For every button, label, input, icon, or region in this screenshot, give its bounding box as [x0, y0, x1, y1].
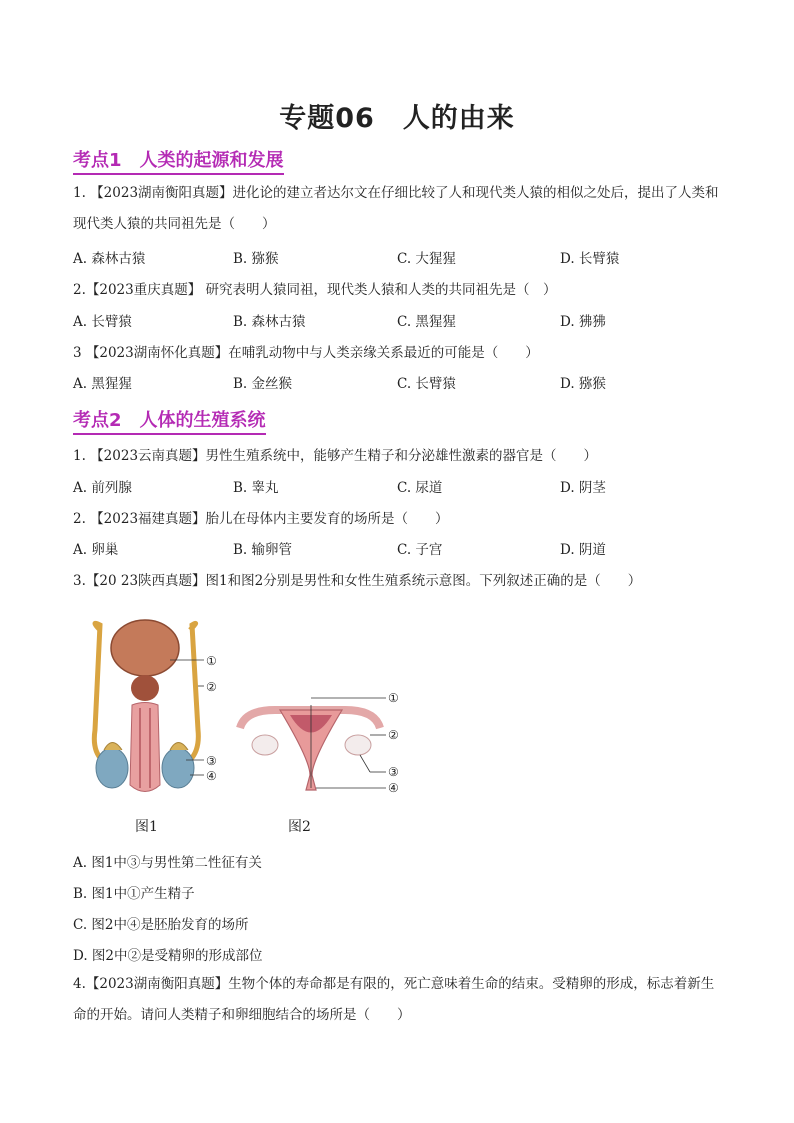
fig2-label-markers [388, 691, 399, 795]
choice-a: A. 图1中③与男性第二性征有关 [73, 855, 262, 871]
reproductive-system-figure [80, 610, 420, 840]
option-d: D. 阴道 [560, 542, 606, 558]
question-s1q1: 1. 【2023湖南衡阳真题】进化论的建立者达尔文在仔细比较了人和现代类人猿的相似之处后，提出了人类和现代类人猿的共同祖先是（ ） [73, 185, 719, 232]
fig1-label-1: ① [206, 654, 217, 668]
question-s2q3: 3.【20 23陕西真题】图1和图2分别是男性和女性生殖系统示意图。下列叙述正确的是（ ） [73, 573, 642, 589]
options-s1q1 [73, 247, 723, 269]
option-b: B. 睾丸 [233, 480, 279, 496]
question-s2q4: 4.【2023湖南衡阳真题】生物个体的寿命都是有限的，死亡意味着生命的结束。受精卵的形成，标志着新生命的开始。请问人类精子和卵细胞结合的场所是（ ） [73, 976, 715, 1023]
option-a: A. 黑猩猩 [73, 376, 132, 392]
option-b: B. 森林古猿 [233, 314, 306, 330]
page-title: 专题06 人的由来 [279, 103, 515, 134]
option-d: D. 阴茎 [560, 480, 606, 496]
options-s1q2 [73, 310, 723, 332]
option-c: C. 尿道 [397, 480, 443, 496]
fig1-label-4: ④ [206, 769, 217, 783]
option-b: B. 输卵管 [233, 542, 293, 558]
option-d: D. 长臂猿 [560, 251, 620, 267]
option-a: A. 前列腺 [73, 480, 132, 496]
options-s1q3 [73, 372, 723, 394]
male-diagram [94, 620, 204, 792]
choice-d: D. 图2中②是受精卵的形成部位 [73, 948, 263, 964]
female-diagram [240, 698, 386, 790]
section-heading-2: 考点2 人体的生殖系统 [73, 406, 266, 435]
fig1-label-markers [206, 654, 217, 783]
question-s2q2: 2. 【2023福建真题】胎儿在母体内主要发育的场所是（ ） [73, 511, 449, 527]
option-c: C. 黑猩猩 [397, 314, 456, 330]
fig2-label-1: ① [388, 691, 399, 705]
fig1-caption: 图1 [135, 819, 158, 835]
option-d: D. 猕猴 [560, 376, 606, 392]
option-c: C. 大猩猩 [397, 251, 456, 267]
option-a: A. 森林古猿 [73, 251, 146, 267]
option-c: C. 子宫 [397, 542, 443, 558]
fig2-label-3: ③ [388, 765, 399, 779]
fig1-label-2: ② [206, 680, 217, 694]
fig2-label-2: ② [388, 728, 399, 742]
reproductive-diagram [80, 610, 420, 810]
section-heading-1: 考点1 人类的起源和发展 [73, 146, 284, 175]
question-s2q1: 1. 【2023云南真题】男性生殖系统中，能够产生精子和分泌雄性激素的器官是（ ） [73, 448, 598, 464]
choice-c: C. 图2中④是胚胎发育的场所 [73, 917, 249, 933]
option-a: A. 卵巢 [73, 542, 119, 558]
options-s2q2 [73, 538, 723, 560]
question-s1q2: 2.【2023重庆真题】 研究表明人猿同祖，现代类人猿和人类的共同祖先是（ ） [73, 282, 557, 298]
fig2-label-4: ④ [388, 781, 399, 795]
option-a: A. 长臂猿 [73, 314, 132, 330]
option-c: C. 长臂猿 [397, 376, 456, 392]
choice-b: B. 图1中①产生精子 [73, 886, 195, 902]
fig1-label-3: ③ [206, 754, 217, 768]
options-s2q1 [73, 476, 723, 498]
question-s1q3: 3 【2023湖南怀化真题】在哺乳动物中与人类亲缘关系最近的可能是（ ） [73, 345, 539, 361]
fig2-caption: 图2 [288, 819, 311, 835]
option-d: D. 狒狒 [560, 314, 606, 330]
option-b: B. 猕猴 [233, 251, 279, 267]
option-b: B. 金丝猴 [233, 376, 293, 392]
